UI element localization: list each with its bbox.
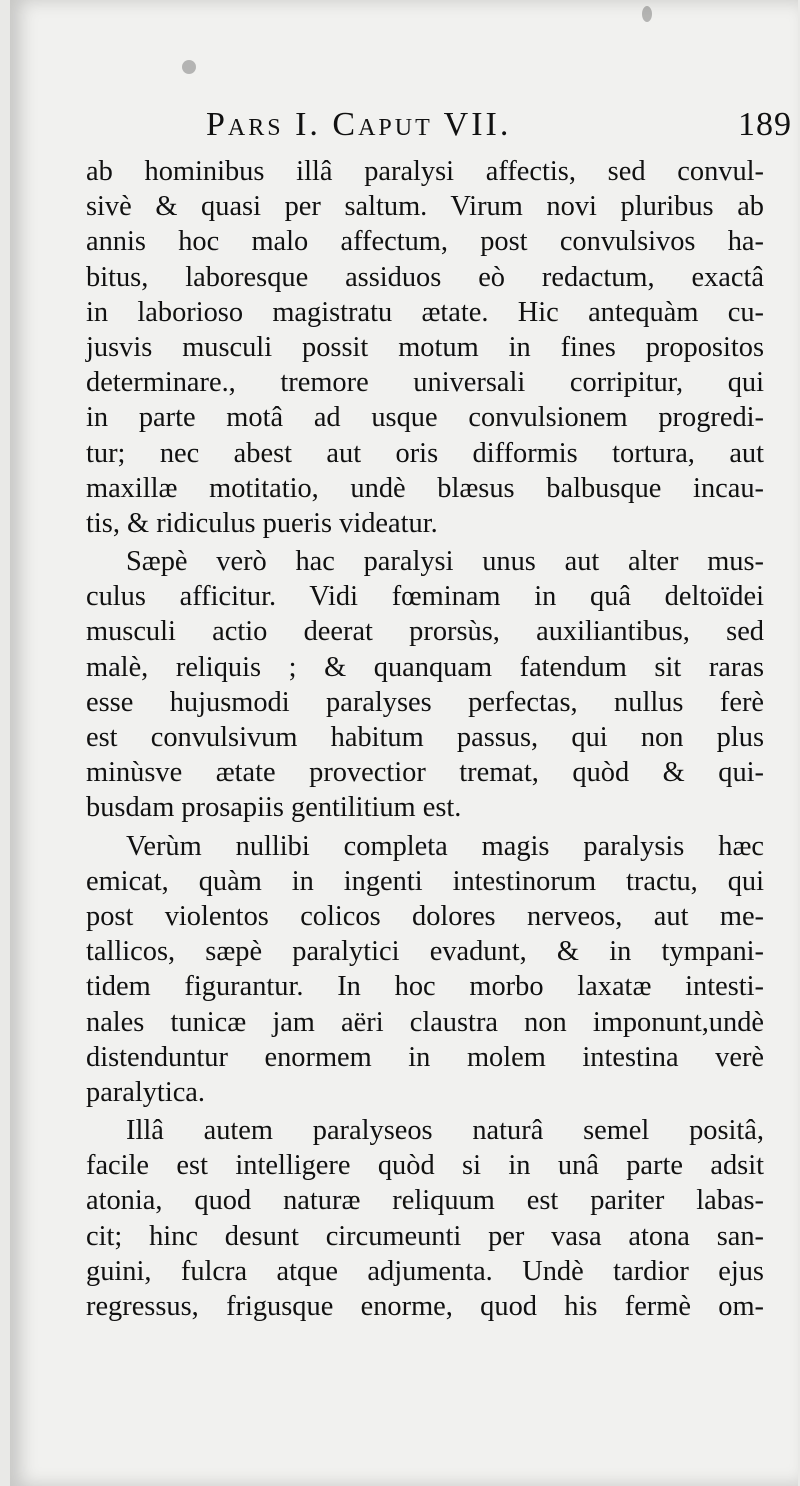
text-line: facile est intelligere quòd si in unâ parte adsit [86,1150,764,1182]
body-text [86,154,764,1324]
text-line: maxillæ motitatio, undè blæsus balbusque incau- [86,472,764,504]
text-line: tur; nec abest aut oris difformis tortura, aut [86,437,764,469]
text-line: tallicos, sæpè paralytici evadunt, & in tympani- [86,936,764,968]
text-line: distenduntur enormem in molem intestina verè [86,1041,764,1073]
text-line: busdam prosapiis gentilitium est. [86,792,462,824]
text-line: Illâ autem paralyseos naturâ semel positâ, [126,1115,764,1147]
text-line: paralytica. [86,1076,206,1108]
paragraph [86,544,764,826]
text-line: Verùm nullibi completa magis paralysis hæc [126,830,764,862]
text-line: musculi actio deerat prorsùs, auxiliantibus, sed [86,616,764,648]
text-line: atonia, quod naturæ reliquum est pariter labas- [86,1185,764,1217]
running-head-title: Pars I. Caput VII. [206,106,512,143]
text-line: culus afficitur. Vidi fœminam in quâ deltoïdei [86,581,764,613]
text-line: annis hoc malo affectum, post convulsivos ha- [86,226,764,258]
paragraph [86,829,764,1111]
text-line: tis, & ridiculus pueris videatur. [86,507,438,539]
paper-speck [642,6,652,22]
text-line: jusvis musculi possit motum in fines propositos [86,331,764,363]
text-line: guini, fulcra atque adjumenta. Undè tardior ejus [86,1255,764,1287]
text-line: post violentos colicos dolores nerveos, aut me- [86,900,764,932]
paragraph [86,154,764,541]
text-line: sivè & quasi per saltum. Virum novi pluribus ab [86,191,764,223]
page-number: 189 [738,106,792,143]
text-line: ab hominibus illâ paralysi affectis, sed convul- [86,156,764,187]
paragraph [86,1113,764,1324]
text-line: bitus, laboresque assiduos eò redactum, exactâ [86,261,764,293]
text-line: cit; hinc desunt circumeunti per vasa atona san- [86,1220,764,1252]
running-head [206,106,792,150]
text-line: nales tunicæ jam aëri claustra non imponunt,undè [86,1006,764,1038]
text-line: determinare., tremore universali corripitur, qui [86,367,764,399]
text-line: minùsve ætate provectior tremat, quòd & qui- [86,757,764,789]
text-line: in laborioso magistratu ætate. Hic antequàm cu- [86,296,764,328]
text-line: malè, reliquis ; & quanquam fatendum sit raras [86,651,764,683]
text-line: in parte motâ ad usque convulsionem progredi- [86,402,764,434]
text-line: Sæpè verò hac paralysi unus aut alter mus- [126,546,764,578]
text-line: emicat, quàm in ingenti intestinorum tractu, qui [86,865,764,897]
text-line: tidem figurantur. In hoc morbo laxatæ intesti- [86,971,764,1003]
paper-speck [182,60,196,74]
text-line: est convulsivum habitum passus, qui non plus [86,722,764,753]
text-line: regressus, frigusque enorme, quod his fermè om- [86,1291,764,1322]
text-line: esse hujusmodi paralyses perfectas, nullus ferè [86,686,764,718]
book-page [10,0,798,1486]
